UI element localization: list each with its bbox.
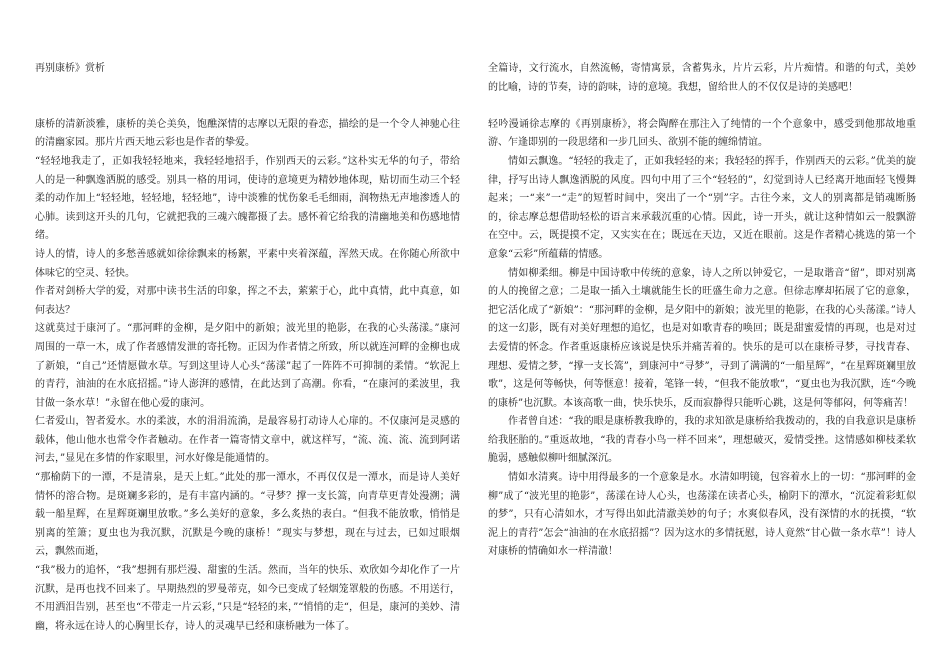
paragraph: 仁者爱山，智者爱水。水的柔波，水的涓涓流淌，是最容易打动诗人心扉的。不仅康河是灵感的载体，他山他水也常令作者触动。在作者一篇寄情文章中，就这样写，“流、流、流、流到阿诺河去，”显见在多情的作家眼里，河水好像是能通情的。: [35, 416, 460, 465]
paragraph: 康桥的清新淡雅，康桥的美仑美奂，饱醮深情的志摩以无限的眷恋，描绘的是一个令人神驰心往的清幽家园。那片片西天地云彩也是作者的挚爱。: [35, 118, 460, 149]
paragraph: 作者对剑桥大学的爱，对那中读书生活的印象，挥之不去，萦萦于心，此中真情，此中真意，如何表达？: [35, 286, 460, 316]
document-title: 再别康桥》赏析: [35, 63, 105, 74]
paragraph: 情如水清爽。诗中用得最多的一个意象是水。水清如明镜，包容着水上的一切：“那河畔的金柳”成了“波光里的艳影”，荡漾在诗人心头，也荡漾在读者心头，榆阴下的潭水，“沉淀着彩虹似的梦”，只有心清如水，才写得出如此清澈美妙的句子；水爽似春风，没有深情的水的抚摸，“软泥上的青荇”怎会“油油的在水底招摇”？因为这水的多情抚慰，诗人竟然“甘心做一条水草”！诗人对康桥的情确如水一样清澈！: [488, 472, 916, 558]
paragraph: 情如柳柔细。柳是中国诗歌中传统的意象，诗人之所以钟爱它，一是取谐音“留”，即对别离的人的挽留之意；二是取一插入土壤就能生长的旺盛生命力之意。但徐志摩却拓展了它的意象，把它活化成了“新娘”：“那河畔的金柳，是夕阳中的新娘；波光里的艳影，在我的心头荡漾。”诗人的这一幻影，既有对美好理想的追忆，也是对如歌青春的唤回；既是甜蜜爱情的再现，也是对过去爱情的怀念。作者重返康桥应该说是快乐并痛苦着的。快乐的是可以在康桥寻梦，寻找青春、理想、爱情之梦，“撑一支长篙”，到康河中“寻梦”，寻到了满满的“一船星辉”，“在星辉斑斓里放歌”，这是何等畅快，何等惬意！接着，笔锋一转，“但我不能放歌”，“夏虫也为我沉默，连“今晚的康桥”也沉默。本该高歌一曲，快乐快乐，反而寂静得只能听心跳，这是何等郁闷，何等痛苦！: [488, 267, 916, 409]
paragraph: 情如云飘逸。“轻轻的我走了，正如我轻轻的来；我轻轻的挥手，作别西天的云彩。”优美的旋律，抒写出诗人飘逸洒脱的风度。四句中用了三个“轻轻的”，幻觉到诗人已经离开地面轻飞慢舞起来；一“来”一“走”的短暂时间中，突出了一个“别”字。古往今来，文人的别离都是销魂断肠的，徐志摩总想借助轻松的语言来承载沉重的心情。因此，诗一开头，就让这种情如云一般飘游在空中。云，既提摸不定，又实实在在；既远在天边，又近在眼前。这是作者精心挑选的第一个意象“云彩”所蕴藉的情感。: [488, 155, 916, 260]
paragraph: 全篇诗，文行流水，自然流畅，寄情寓景，含蓄隽永，片片云彩，片片痴情。和谐的句式，美妙的比喻，诗的节奏，诗的韵味，诗的意境。我想，留给世人的不仅仅是诗的美感吧！: [488, 63, 916, 93]
left-column: [35, 60, 460, 636]
paragraph: “我”极力的追怀，“我”想拥有那烂漫、甜蜜的生活。然而，当年的快乐、欢欣如今却化作了一片沉默，是再也找不回来了。早期热烈的罗曼蒂克，如今已变成了轻烟笼罩般的伤感。不用送行，不用洒泪告别，甚至也“不带走一片云彩，”只是“轻轻的来，”“悄悄的走“，但是，康河的美妙、清幽，将永远在诗人的心胸里长存，诗人的灵魂早已经和康桥融为一体了。: [35, 565, 460, 632]
title-spacer: [35, 97, 460, 116]
right-column: [488, 60, 916, 562]
paragraph: 轻吟漫诵徐志摩的《再别康桥》，将会陶醉在那注入了纯情的一个个意象中，感受到他那故地重游、乍逢即别的一段思绪和一步几回头、欲别不能的缠绵情谊。: [488, 118, 916, 149]
paragraph: 作者曾自述：“我的眼是康桥教我睁的，我的求知欲是康桥给我拨动的，我的自我意识是康桥给我胚胎的。”重返故地，“我的青春小鸟一样不回来”，理想破灭，爱情受挫。这情感如柳枝柔软脆弱，感触似柳叶细腻深沉。: [488, 416, 916, 465]
paragraph: 诗人的情，诗人的多愁善感就如徐徐飘来的杨絮，平素中夹着深蕴，浑然天成。在你随心所欲中体味它的空灵、轻快。: [35, 248, 460, 279]
paragraph-spacer: [488, 97, 916, 116]
paragraph: “那榆荫下的一潭，不是清泉，是天上虹。”此处的那一潭水，不再仅仅是一潭水，而是诗人美好情怀的溶合物。是斑斓多彩的，是有丰富内涵的。“寻梦？撑一支长篙，向青草更青处漫溯；满载一船星辉，在星辉斑斓里放歌。”多么美好的意象，多么炙热的表白。“但我不能放歌，悄悄是别离的笙箫；夏虫也为我沉默，沉默是今晚的康桥！”现实与梦想，现在与过去，已如过眼烟云，飘然而逝，: [35, 472, 460, 558]
paragraph: 这就莫过于康河了。“那河畔的金柳，是夕阳中的新娘；波光里的艳影，在我的心头荡漾。”康河周围的一草一木，成了作者感情发泄的寄托物。正因为作者情之所致，所以就连河畔的金柳也成了新娘，“自己”还情愿做水草。写到这里诗人心头“荡漾”起了一阵阵不可抑制的柔情。“软泥上的青荇，油油的在水底招摇。”诗人澎湃的感情，在此达到了高潮。你看，“在康河的柔波里，我甘做一条水草！”永留在他心爱的康河。: [35, 323, 460, 409]
paragraph: “轻轻地我走了，正如我轻轻地来，我轻轻地招手，作别西天的云彩。”这朴实无华的句子，带给人的是一种飘逸洒脱的感受。别具一格的用词，使诗的意境更为精妙地体现，贴切而生动三个轻柔的动作加上“轻轻地，轻轻地，轻轻地”，诗中淡雅的忧伤象毛毛细雨，润物热无声地渗透人的心肺。读到这开头的几句，它就把我的三魂六魄都摄了去。感怀着它给我的清幽地美和伤感地情绪。: [35, 155, 460, 242]
